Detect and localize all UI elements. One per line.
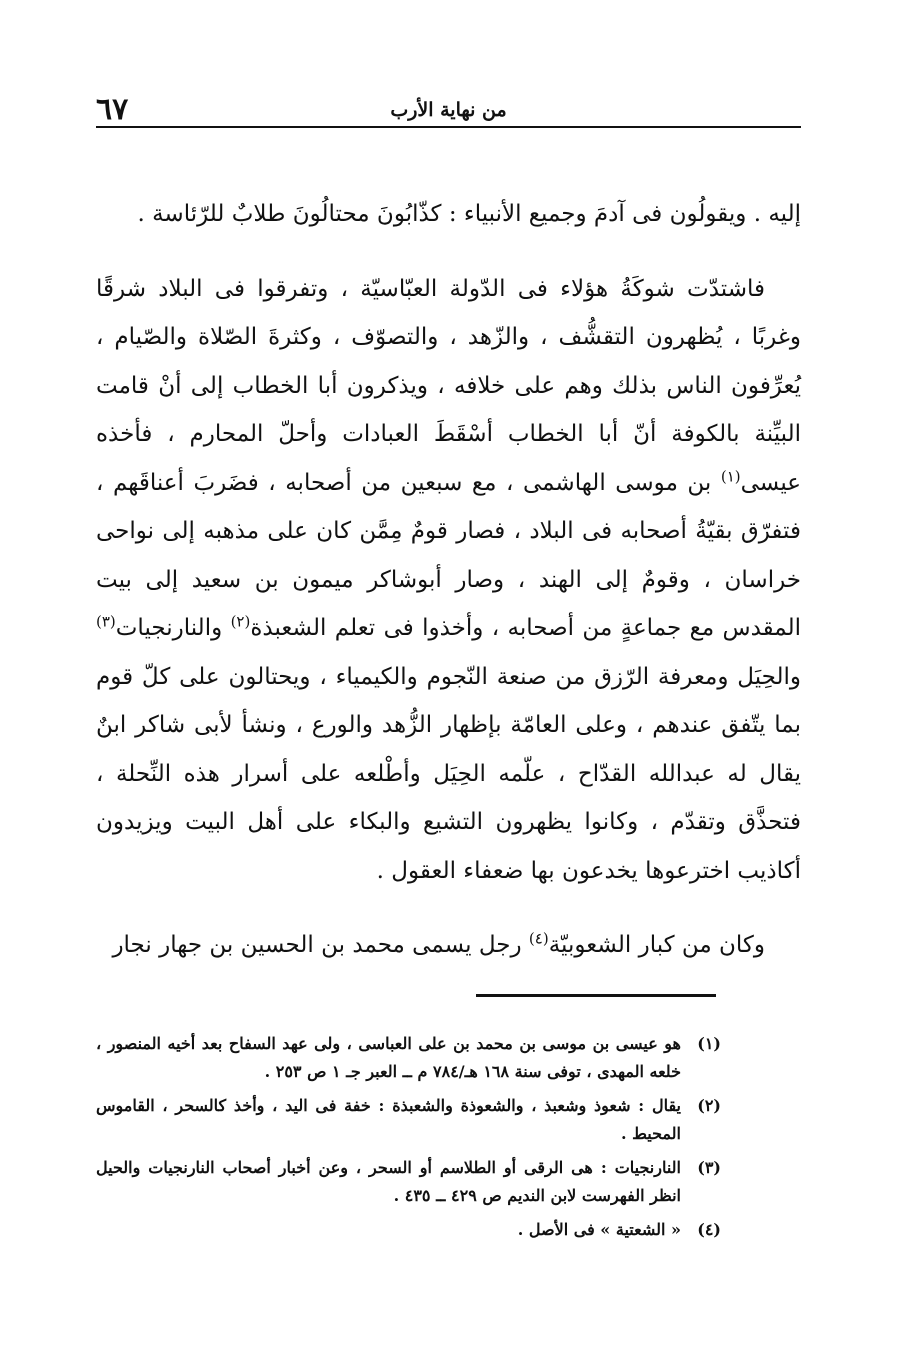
footnote-text: هو عيسى بن موسى بن محمد بن على العباسى ، ولى عهد السفاح بعد أخيه المنصور ، خلعه المهدى ، توفى سنة ١٦٨ هـ/٧٨٤ م ــ العبر جـ ١ ص ٢٥٣ .	[96, 1034, 681, 1081]
paragraph-2-text-b: بن موسى الهاشمى ، مع سبعين من أصحابه ، فضَربَ أعناقَهم ، فتفرّق بقيّةُ أصحابه فى البلاد ، فصار قومٌ مِمَّن كان على مذهبه إلى نواحى خراسان ، وقومٌ إلى الهند ، وصار أبوشاكر ميمون بن سعيد إلى بيت المقدس مع جماعةٍ من أصحابه ، وأخذوا فى تعلم الشعبذة	[96, 469, 801, 641]
header-rule	[96, 126, 801, 128]
footnote-ref-3: (٣)	[96, 612, 116, 631]
paragraph-1-text: إليه . ويقولُون فى آدمَ وجميع الأنبياء : كذّابُونَ محتالُونَ طلابٌ للرّئاسة .	[137, 201, 801, 227]
footnote-2	[96, 1092, 721, 1148]
paragraph-2	[96, 265, 801, 896]
paragraph-3	[96, 921, 801, 970]
footnote-ref-4: (٤)	[528, 929, 549, 948]
footnote-number: (٣)	[697, 1158, 721, 1177]
footnotes	[96, 1030, 721, 1250]
footnote-text: النارنجيات : هى الرقى أو الطلاسم أو السحر ، وعن أخبار أصحاب النارنجيات والحيل انظر الفهرست لابن النديم ص ٤٢٩ ــ ٤٣٥ .	[96, 1158, 681, 1205]
running-title: من نهاية الأرب	[390, 99, 507, 121]
footnote-ref-2: (٢)	[230, 612, 251, 631]
paragraph-3-text-a: وكان من كبار الشعوبيّة	[548, 932, 765, 958]
paragraph-2-text-c: والنارنجيات	[115, 615, 231, 641]
footnote-3	[96, 1154, 721, 1210]
footnote-number: (١)	[697, 1034, 721, 1053]
paragraph-2-text-d: والحِيَل ومعرفة الرّزق من صنعة النّجوم والكيمياء ، ويحتالون على كلّ قوم بما يتّفق عندهم ، وعلى العامّة بإظهار الزُّهد والورع ، ونشأ لأبى شاكر ابنٌ يقال له عبدالله القدّاح ، علّمه الحِيَل وأطْلعه على أسرار هذه النِّحلة ، فتحذَّق وتقدّم ، وكانوا يظهرون التشيع والبكاء على أهل البيت ويزيدون أكاذيب اخترعوها يخدعون بها ضعفاء العقول .	[96, 663, 801, 884]
footnote-1	[96, 1030, 721, 1086]
footnote-ref-1: (١)	[720, 466, 741, 485]
footnote-text: يقال : شعوذ وشعبذ ، والشعوذة والشعبذة : خفة فى اليد ، وأخذ كالسحر ، القاموس المحيط .	[96, 1096, 681, 1143]
main-text	[96, 190, 801, 970]
footnote-text: « الشعتية » فى الأصل .	[517, 1220, 681, 1239]
footnote-4	[96, 1216, 721, 1244]
paragraph-1	[96, 190, 801, 239]
footnote-rule	[476, 994, 716, 997]
paragraph-2-text-a: فاشتدّت شوكَةُ هؤلاء فى الدّولة العبّاسيّة ، وتفرقوا فى البلاد شرقًا وغربًا ، يُظهرون التقشُّف ، والزّهد ، والتصوّف ، وكثرةَ الصّلاة والصّيام ، يُعرِّفون الناس بذلك وهم على خلافه ، ويذكرون أبا الخطاب إلى أنْ قامت البيِّنة بالكوفة أنّ أبا الخطاب أسْقَطَ العبادات وأحلّ المحارم ، فأخذه عيسى	[96, 275, 801, 496]
footnote-number: (٢)	[697, 1096, 721, 1115]
paragraph-3-text-b: رجل يسمى محمد بن الحسين بن جهار نجار	[112, 932, 529, 958]
page-number: ٦٧	[96, 92, 129, 127]
footnote-number: (٤)	[697, 1220, 721, 1239]
page-header	[96, 92, 801, 128]
